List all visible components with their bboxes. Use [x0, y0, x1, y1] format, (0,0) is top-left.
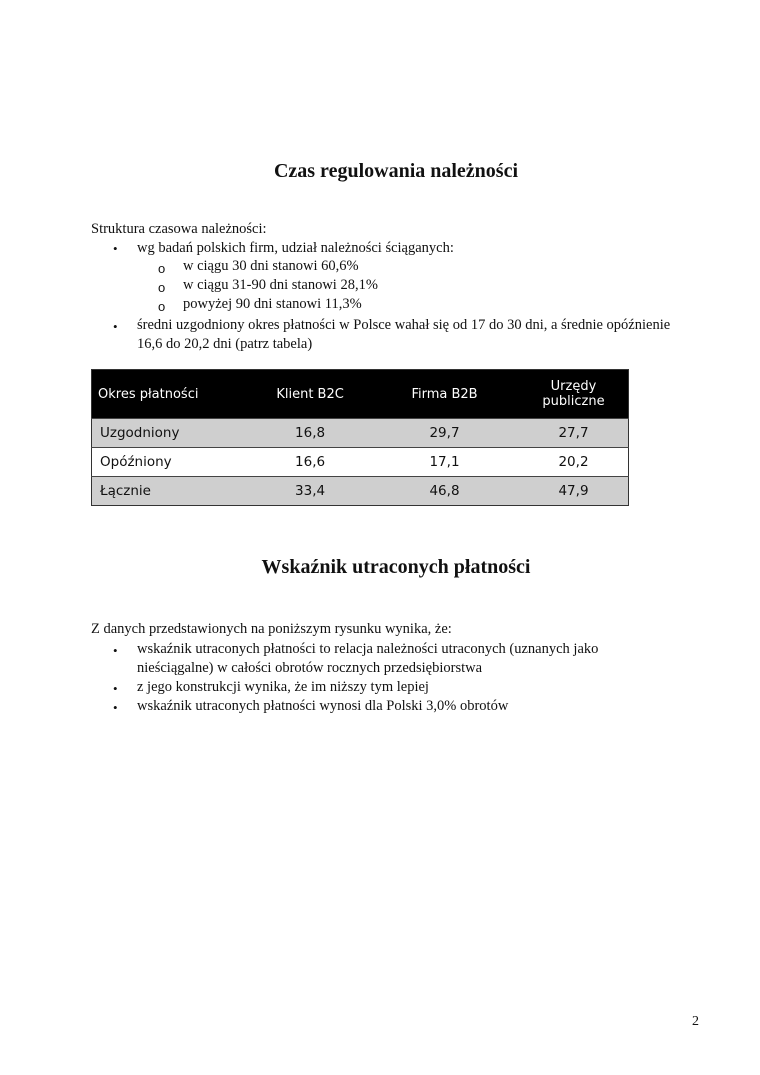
- bullet-marker: •: [113, 241, 118, 256]
- table-cell: 29,7: [370, 419, 519, 448]
- table-cell: Łącznie: [92, 477, 251, 506]
- table-cell: 33,4: [250, 477, 370, 506]
- table-cell: Uzgodniony: [92, 419, 251, 448]
- list-item: wg badań polskich firm, udział należności ściąganych:: [137, 240, 454, 256]
- table-cell: 47,9: [519, 477, 629, 506]
- list-item: średni uzgodniony okres płatności w Polsce wahał się od 17 do 30 dni, a średnie opóźnienie 16,6 do 20,2 dni (patrz tabela): [137, 317, 671, 352]
- sub-list-item: w ciągu 30 dni stanowi 60,6%: [183, 258, 359, 274]
- table-row: [92, 477, 629, 506]
- table-cell: 16,6: [250, 448, 370, 477]
- table-row: [92, 448, 629, 477]
- list-item: z jego konstrukcji wynika, że im niższy tym lepiej: [137, 679, 429, 695]
- sub-bullet-marker: o: [158, 299, 166, 314]
- table-cell: Opóźniony: [92, 448, 251, 477]
- table-header: Firma B2B: [370, 370, 519, 419]
- sub-bullet-marker: o: [158, 280, 166, 295]
- paragraph-intro-2: Z danych przedstawionych na poniższym rysunku wynika, że:: [91, 621, 452, 637]
- bullet-marker: •: [113, 681, 118, 696]
- table-cell: 17,1: [370, 448, 519, 477]
- list-item: wskaźnik utraconych płatności to relacja należności utraconych (uznanych jako nieściągalne) w całości obrotów rocznych przedsiębiorstwa: [137, 641, 599, 676]
- table-header: Urzędy publiczne: [519, 370, 629, 419]
- table-cell: 27,7: [519, 419, 629, 448]
- table-cell: 46,8: [370, 477, 519, 506]
- table-cell: 16,8: [250, 419, 370, 448]
- table-header-row: [92, 370, 629, 419]
- table-header: Klient B2C: [250, 370, 370, 419]
- list-item: wskaźnik utraconych płatności wynosi dla Polski 3,0% obrotów: [137, 698, 509, 714]
- sub-list-item: w ciągu 31-90 dni stanowi 28,1%: [183, 277, 378, 293]
- paragraph-intro-1: Struktura czasowa należności:: [91, 221, 267, 237]
- bullet-marker: •: [113, 643, 118, 658]
- bullet-marker: •: [113, 700, 118, 715]
- payment-periods-table: [91, 369, 629, 506]
- sub-bullet-marker: o: [158, 261, 166, 276]
- table-header: Okres płatności: [92, 370, 251, 419]
- table-cell: 20,2: [519, 448, 629, 477]
- section-title-lost-payments: Wskaźnik utraconych płatności: [261, 556, 531, 578]
- section-title-payment-time: Czas regulowania należności: [273, 160, 519, 182]
- page-number: 2: [692, 1014, 699, 1029]
- bullet-marker: •: [113, 319, 118, 334]
- table-row: [92, 419, 629, 448]
- sub-list-item: powyżej 90 dni stanowi 11,3%: [183, 296, 362, 312]
